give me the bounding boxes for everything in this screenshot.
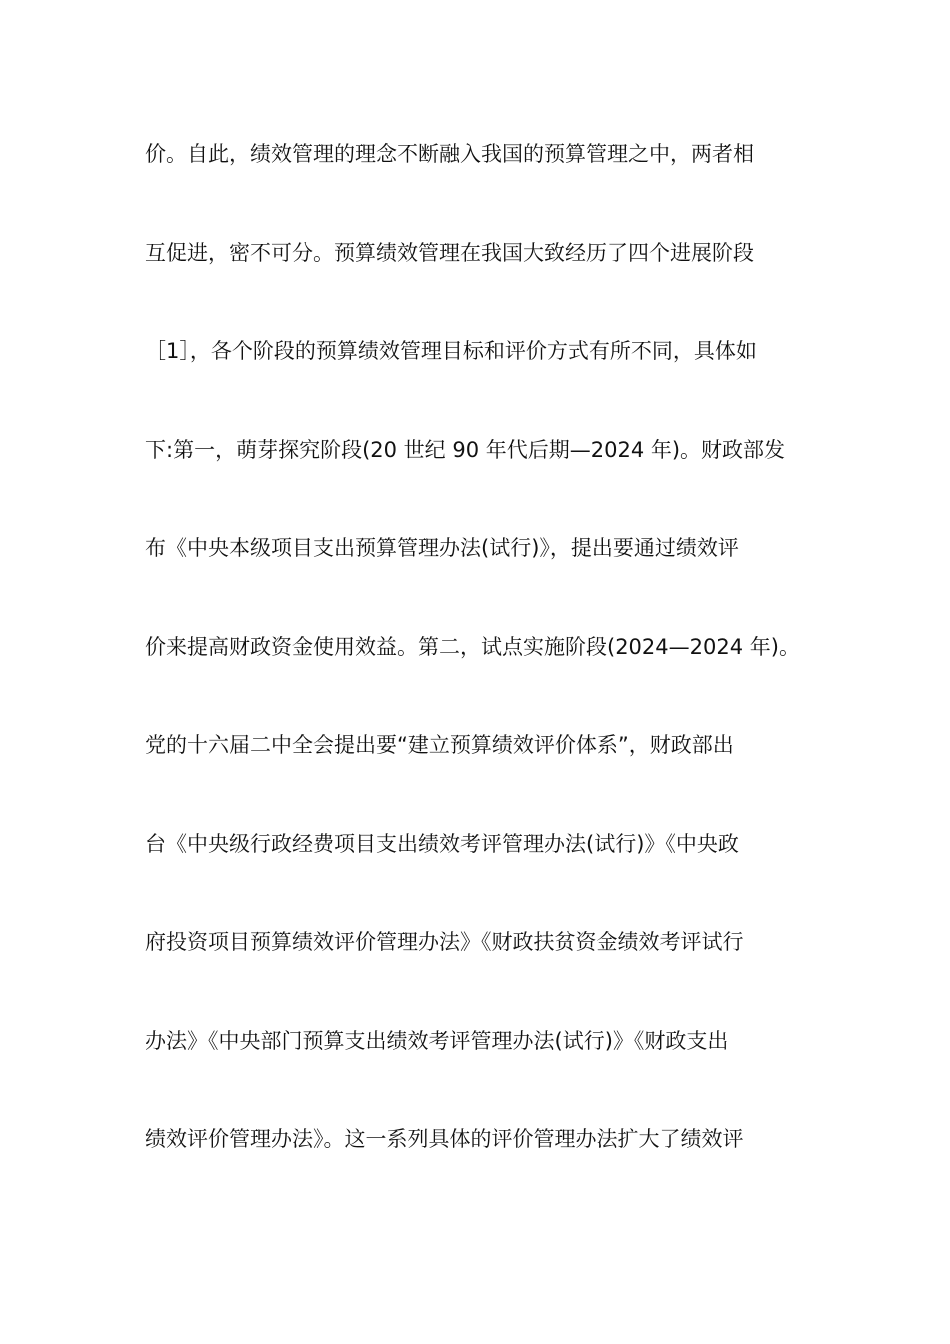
text-line: ［1］，各个阶段的预算绩效管理目标和评价方式有所不同，具体如 [145,339,757,363]
text-line: 布《中央本级项目支出预算管理办法(试行)》，提出要通过绩效评 [145,536,739,560]
text-line: 府投资项目预算绩效评价管理办法》《财政扶贫资金绩效考评试行 [145,930,744,954]
text-line: 党的十六届二中全会提出要“建立预算绩效评价体系”，财政部出 [145,733,734,757]
text-line: 下:第一，萌芽探究阶段(20 世纪 90 年代后期—2024 年)。财政部发 [145,437,786,462]
text-line: 台《中央级行政经费项目支出绩效考评管理办法(试行)》《中央政 [145,831,739,856]
text-line: 价来提高财政资金使用效益。第二，试点实施阶段(2024—2024 年)。 [145,634,800,659]
text-line: 价。自此，绩效管理的理念不断融入我国的预算管理之中，两者相 [145,142,754,166]
body-text [145,133,845,1217]
text-line: 绩效评价管理办法》。这一系列具体的评价管理办法扩大了绩效评 [145,1127,744,1151]
text-line: 办法》《中央部门预算支出绩效考评管理办法(试行)》《财政支出 [145,1028,729,1053]
text-line: 互促进，密不可分。预算绩效管理在我国大致经历了四个进展阶段 [145,240,754,265]
